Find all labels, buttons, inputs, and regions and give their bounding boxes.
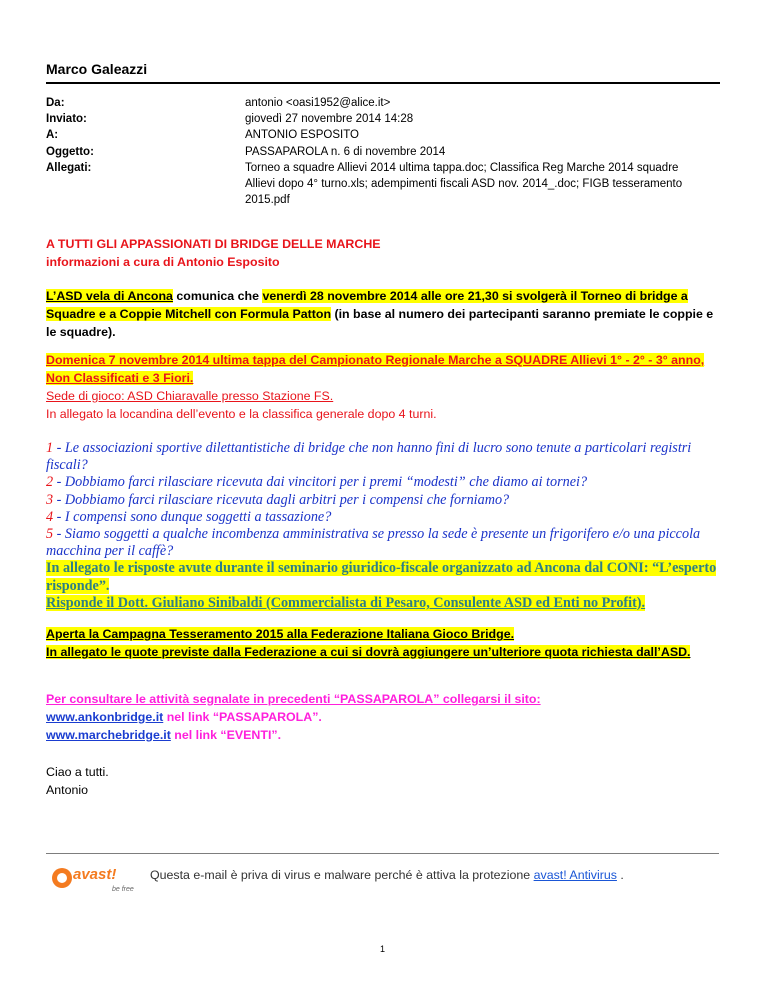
header-label: Inviato:: [46, 113, 87, 126]
campaign-section: [46, 625, 726, 661]
question-item: 1 - Le associazioni sportive dilettantistiche di bridge che non hanno fini di lucro sono tenute a particolari registri fiscali?: [46, 440, 692, 474]
consult-section: [46, 690, 726, 744]
intro-subtitle: informazioni a cura di Antonio Esposito: [46, 255, 280, 269]
campaign-note: In allegato le quote previste dalla Federazione a cui si dovrà aggiungere un’ulteriore quota richiesta dall’ASD.: [46, 645, 691, 659]
header-row-subject: [46, 144, 700, 160]
ankonbridge-link[interactable]: www.ankonbridge.it: [46, 710, 164, 724]
footer-rule: [46, 853, 719, 854]
ancona-event: venerdì 28 novembre 2014 alle ore 21,30 si svolgerà il Torneo di bridge a Squadre e a Coppie Mitchell con Formula Patton: [46, 289, 688, 321]
ancona-text: comunica che: [172, 289, 263, 303]
header-row-sent: [46, 111, 700, 127]
ancona-note: (in base al numero dei partecipanti saranno premiate le coppie e le squadre).: [46, 307, 714, 339]
intro-section: [46, 235, 726, 271]
marchebridge-link[interactable]: www.marchebridge.it: [46, 728, 171, 742]
domenica-attachment: In allegato la locandina dell’evento e la classifica generale dopo 4 turni.: [46, 407, 437, 421]
avast-logo-tagline: be free: [112, 886, 134, 893]
question-item: 2 - Dobbiamo farci rilasciare ricevuta dai vincitori per i premi “modesti” che diamo ai tornei?: [46, 474, 588, 491]
header-value-sent: giovedì 27 novembre 2014 14:28: [245, 113, 414, 126]
question-item: 3 - Dobbiamo farci rilasciare ricevuta dagli arbitri per i compensi che forniamo?: [46, 491, 510, 508]
footer-text: Questa e-mail è priva di virus e malware perché è attiva la protezione avast! Antivirus .: [150, 868, 624, 882]
domenica-section: [46, 351, 726, 423]
closing-name: Antonio: [46, 783, 89, 797]
header-value-subject: PASSAPAROLA n. 6 di novembre 2014: [245, 145, 446, 158]
header-rule: [46, 82, 720, 84]
closing: [46, 763, 109, 799]
closing-greeting: Ciao a tutti.: [46, 765, 109, 779]
header-label: A:: [46, 129, 59, 142]
header-value-attachments: Torneo a squadre Allievi 2014 ultima tappa.doc; Classifica Reg Marche 2014 squadre Allievi dopo 4° turno.xls; adempimenti fiscali ASD nov. 2014_.doc; FIGB tesseramento 2015.pdf: [245, 161, 683, 207]
header-row-attachments: [46, 160, 700, 209]
consult-link-row-2: www.marchebridge.it nel link “EVENTI”.: [46, 728, 282, 742]
email-header: [46, 95, 700, 208]
avast-antivirus-link[interactable]: avast! Antivirus: [533, 868, 617, 882]
header-value-to: ANTONIO ESPOSITO: [245, 129, 359, 142]
intro-title: A TUTTI GLI APPASSIONATI DI BRIDGE DELLE MARCHE: [46, 237, 381, 251]
domenica-venue: Sede di gioco: ASD Chiaravalle presso Stazione FS.: [46, 389, 334, 403]
domenica-title: Domenica 7 novembre 2014 ultima tappa del Campionato Regionale Marche a SQUADRE Allievi 1° - 2° - 3° anno, Non Classificati e 3 Fiori.: [46, 353, 705, 385]
header-label: Oggetto:: [46, 145, 94, 158]
ancona-club: L’ASD vela di Ancona: [46, 289, 173, 303]
consult-intro: Per consultare le attività segnalate in precedenti “PASSAPAROLA” collegarsi il sito:: [46, 692, 541, 706]
questions-list: [46, 440, 726, 612]
question-item: 4 - I compensi sono dunque soggetti a tassazione?: [46, 508, 332, 525]
consult-link-row-1: www.ankonbridge.it nel link “PASSAPAROLA”.: [46, 710, 322, 724]
campaign-title: Aperta la Campagna Tesseramento 2015 alla Federazione Italiana Gioco Bridge.: [46, 627, 515, 641]
header-value-from: antonio <oasi1952@alice.it>: [245, 97, 391, 109]
question-item: 5 - Siamo soggetti a qualche incombenza amministrativa se presso la sede è presente un frigorifero e/o una piccola macchina per il caffè?: [46, 526, 701, 560]
avast-logo-text: avast!: [73, 866, 117, 883]
header-label: Da:: [46, 97, 65, 109]
avast-logo: [50, 861, 140, 897]
header-label: Allegati:: [46, 161, 92, 174]
header-row-from: [46, 95, 700, 111]
sender-name: Marco Galeazzi: [46, 61, 148, 77]
seminar-speaker: Risponde il Dott. Giuliano Sinibaldi (Commercialista di Pesaro, Consulente ASD ed Enti no Profit).: [46, 594, 646, 611]
seminar-line: In allegato le risposte avute durante il seminario giuridico-fiscale organizzato ad Ancona dal CONI: “L’esperto risponde”.: [46, 560, 717, 594]
page-number: 1: [380, 944, 386, 954]
ancona-paragraph: [46, 287, 726, 341]
header-row-to: [46, 127, 700, 143]
